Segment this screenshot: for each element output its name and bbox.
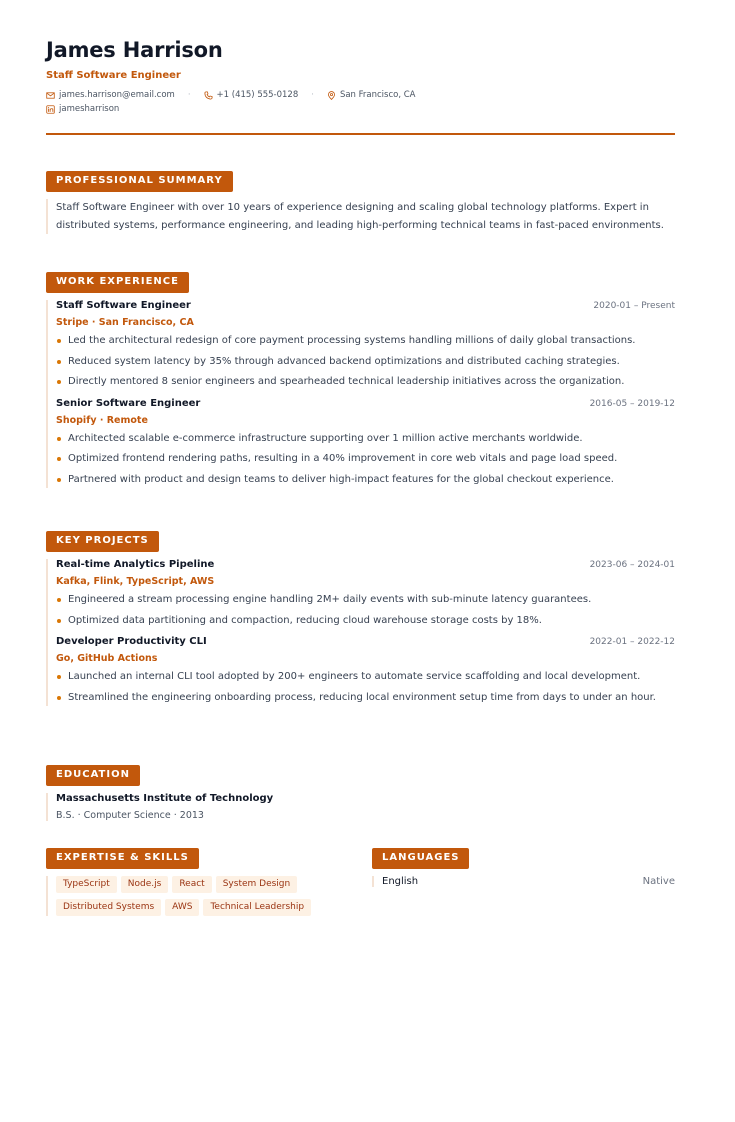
languages-content <box>372 876 675 887</box>
job-title: Senior Software Engineer <box>56 397 201 409</box>
phone-text: +1 (415) 555-0128 <box>216 90 299 100</box>
candidate-name: James Harrison <box>46 38 223 62</box>
linkedin-text: jamesharrison <box>59 104 120 114</box>
projects-content <box>46 559 675 706</box>
job-company: Stripe · San Francisco, CA <box>56 317 194 328</box>
language-row <box>382 876 675 887</box>
contact-phone[interactable] <box>204 90 299 100</box>
skill-tag: System Design <box>216 876 298 893</box>
project-dates: 2023-06 – 2024-01 <box>589 560 675 570</box>
education-detail: B.S. · Computer Science · 2013 <box>56 810 204 821</box>
project-title: Real-time Analytics Pipeline <box>56 559 215 570</box>
skill-tag: TypeScript <box>56 876 117 893</box>
experience-entry <box>56 398 675 489</box>
job-bullets <box>56 332 675 391</box>
job-bullets <box>56 430 675 489</box>
skill-tag: Node.js <box>121 876 169 893</box>
email-text: james.harrison@email.com <box>59 90 175 100</box>
project-entry <box>56 559 675 629</box>
language-level: Native <box>642 876 675 887</box>
bullet-item: Engineered a stream processing engine handling 2M+ daily events with sub-minute latency guarantees. <box>56 591 675 609</box>
job-dates: 2016-05 – 2019-12 <box>589 398 675 409</box>
job-company: Shopify · Remote <box>56 414 148 426</box>
phone-icon <box>204 91 213 100</box>
mail-icon <box>46 91 55 100</box>
location-pin-icon <box>327 91 336 100</box>
project-bullets <box>56 668 675 706</box>
skill-tag: AWS <box>165 899 199 916</box>
bullet-item: Led the architectural redesign of core payment processing systems handling millions of daily global transactions. <box>56 332 675 350</box>
linkedin-icon <box>46 105 55 114</box>
skills-section <box>46 845 346 916</box>
bullet-item: Directly mentored 8 senior engineers and spearheaded technical leadership initiatives across the organization. <box>56 373 675 391</box>
project-stack: Go, GitHub Actions <box>56 653 158 664</box>
contact-row <box>46 90 675 114</box>
languages-section <box>372 845 675 887</box>
bullet-item: Launched an internal CLI tool adopted by 200+ engineers to automate service scaffolding and local development. <box>56 668 675 686</box>
bullet-item: Partnered with product and design teams to deliver high-impact features for the global checkout experience. <box>56 471 675 489</box>
education-school: Massachusetts Institute of Technology <box>56 793 274 804</box>
bullet-item: Optimized data partitioning and compaction, reducing cloud warehouse storage costs by 18%. <box>56 612 675 630</box>
header-divider <box>46 133 675 135</box>
skills-content <box>46 876 346 916</box>
summary-section <box>46 168 675 234</box>
project-entry <box>56 636 675 706</box>
job-title: Staff Software Engineer <box>56 300 191 311</box>
summary-text: Staff Software Engineer with over 10 years of experience designing and scaling global technology platforms. Expert in distributed systems, performance engineering, and leading high-performing technical teams in fast-paced environments. <box>56 202 664 231</box>
project-stack: Kafka, Flink, TypeScript, AWS <box>56 576 215 587</box>
skills-heading: EXPERTISE & SKILLS <box>46 848 199 869</box>
languages-heading: LANGUAGES <box>372 848 469 869</box>
experience-entry <box>56 300 675 391</box>
experience-section <box>46 269 675 491</box>
contact-separator: · <box>187 90 191 100</box>
project-bullets <box>56 591 675 629</box>
summary-content <box>46 199 675 234</box>
location-text: San Francisco, CA <box>339 90 416 100</box>
projects-heading: KEY PROJECTS <box>46 531 159 552</box>
skill-tags <box>56 876 346 916</box>
education-section <box>46 762 675 821</box>
contact-linkedin[interactable] <box>46 104 675 114</box>
language-name: English <box>382 876 419 887</box>
education-heading: EDUCATION <box>46 765 140 786</box>
skill-tag: Distributed Systems <box>56 899 161 916</box>
bullet-item: Optimized frontend rendering paths, resulting in a 40% improvement in core web vitals and page load speed. <box>56 450 675 468</box>
skill-tag: React <box>172 876 211 893</box>
summary-heading: PROFESSIONAL SUMMARY <box>46 171 233 192</box>
bullet-item: Architected scalable e-commerce infrastructure supporting over 1 million active merchants worldwide. <box>56 430 675 448</box>
projects-section <box>46 528 675 709</box>
candidate-role: Staff Software Engineer <box>46 70 181 81</box>
project-title: Developer Productivity CLI <box>56 636 207 647</box>
contact-email[interactable] <box>46 90 175 100</box>
skill-tag: Technical Leadership <box>203 899 311 916</box>
job-dates: 2020-01 – Present <box>593 301 675 311</box>
experience-heading: WORK EXPERIENCE <box>46 272 189 293</box>
contact-location <box>327 90 416 100</box>
bullet-item: Reduced system latency by 35% through advanced backend optimizations and distributed caching strategies. <box>56 353 675 371</box>
experience-content <box>46 300 675 488</box>
bullet-item: Streamlined the engineering onboarding process, reducing local environment setup time from days to under an hour. <box>56 689 675 707</box>
contact-separator: · <box>311 90 314 100</box>
education-content <box>46 793 675 821</box>
project-dates: 2022-01 – 2022-12 <box>589 637 675 647</box>
